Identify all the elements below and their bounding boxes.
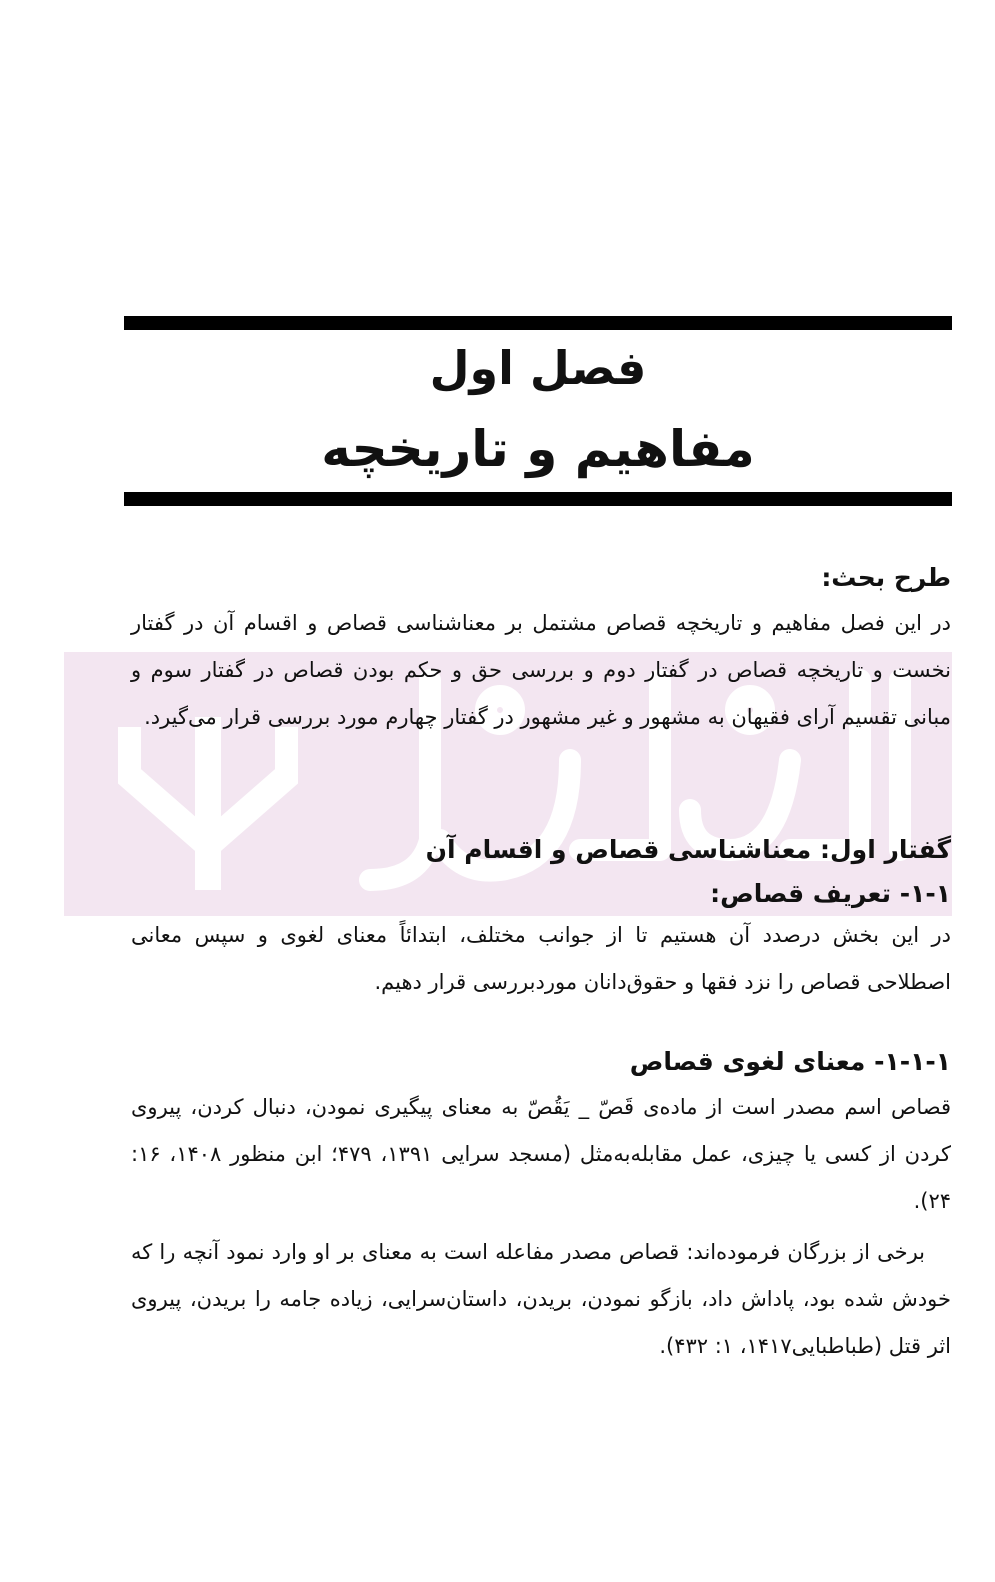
header-bottom-rule — [124, 492, 952, 506]
section-1-1-1 — [131, 1044, 951, 1370]
outline-heading: طرح بحث: — [821, 563, 951, 592]
section-1-1-1-heading: ۱-۱-۱- معنای لغوی قصاص — [629, 1047, 951, 1076]
outline-section — [131, 560, 951, 741]
section-1-1-paragraph: در این بخش درصدد آن هستیم تا از جوانب مختلف، ابتدائاً معنای لغوی و سپس معانی اصطلاحی قصاص را نزد فقها و حقوق‌دانان موردبررسی قرار دهیم. — [131, 923, 951, 994]
section-1 — [131, 832, 951, 1006]
section-1-1-1-paragraph-1: قصاص اسم مصدر است از ماده‌ی قَصّ _ یَقُصّ به معنای پیگیری نمودن، دنبال کردن، پیروی کردن از کسی یا چیزی، عمل مقابله‌به‌مثل (مسجد سرایی ۱۳۹۱، ۴۷۹؛ ابن منظور ۱۴۰۸، ۱۶: ۲۴). — [131, 1095, 952, 1213]
outline-paragraph: در این فصل مفاهیم و تاریخچه قصاص مشتمل بر معناشناسی قصاص و اقسام آن در گفتار نخست و تاریخچه قصاص در گفتار دوم و بررسی حق و حکم بودن قصاص در گفتار سوم و مبانی تقسیم آرای فقیهان به مشهور و غیر مشهور در گفتار چهارم مورد بررسی قرار می‌گیرد. — [131, 611, 951, 729]
section-1-1-1-paragraph-2: برخی از بزرگان فرموده‌اند: قصاص مصدر مفاعله است به معنای بر او وارد نمود آنچه را که خودش شده بود، پاداش داد، بازگو نمودن، بریدن، داستان‌سرایی، زیاده جامه را بریدن، پیروی اثر قتل (طباطبایی۱۴۱۷، ۱: ۴۳۲). — [131, 1240, 951, 1358]
header-top-rule — [124, 316, 952, 330]
section-1-heading: گفتار اول: معناشناسی قصاص و اقسام آن — [425, 835, 951, 864]
chapter-subtitle: مفاهیم و تاریخچه — [321, 420, 755, 478]
section-1-1-heading: ۱-۱- تعریف قصاص: — [710, 879, 951, 908]
chapter-title: فصل اول — [429, 341, 647, 395]
